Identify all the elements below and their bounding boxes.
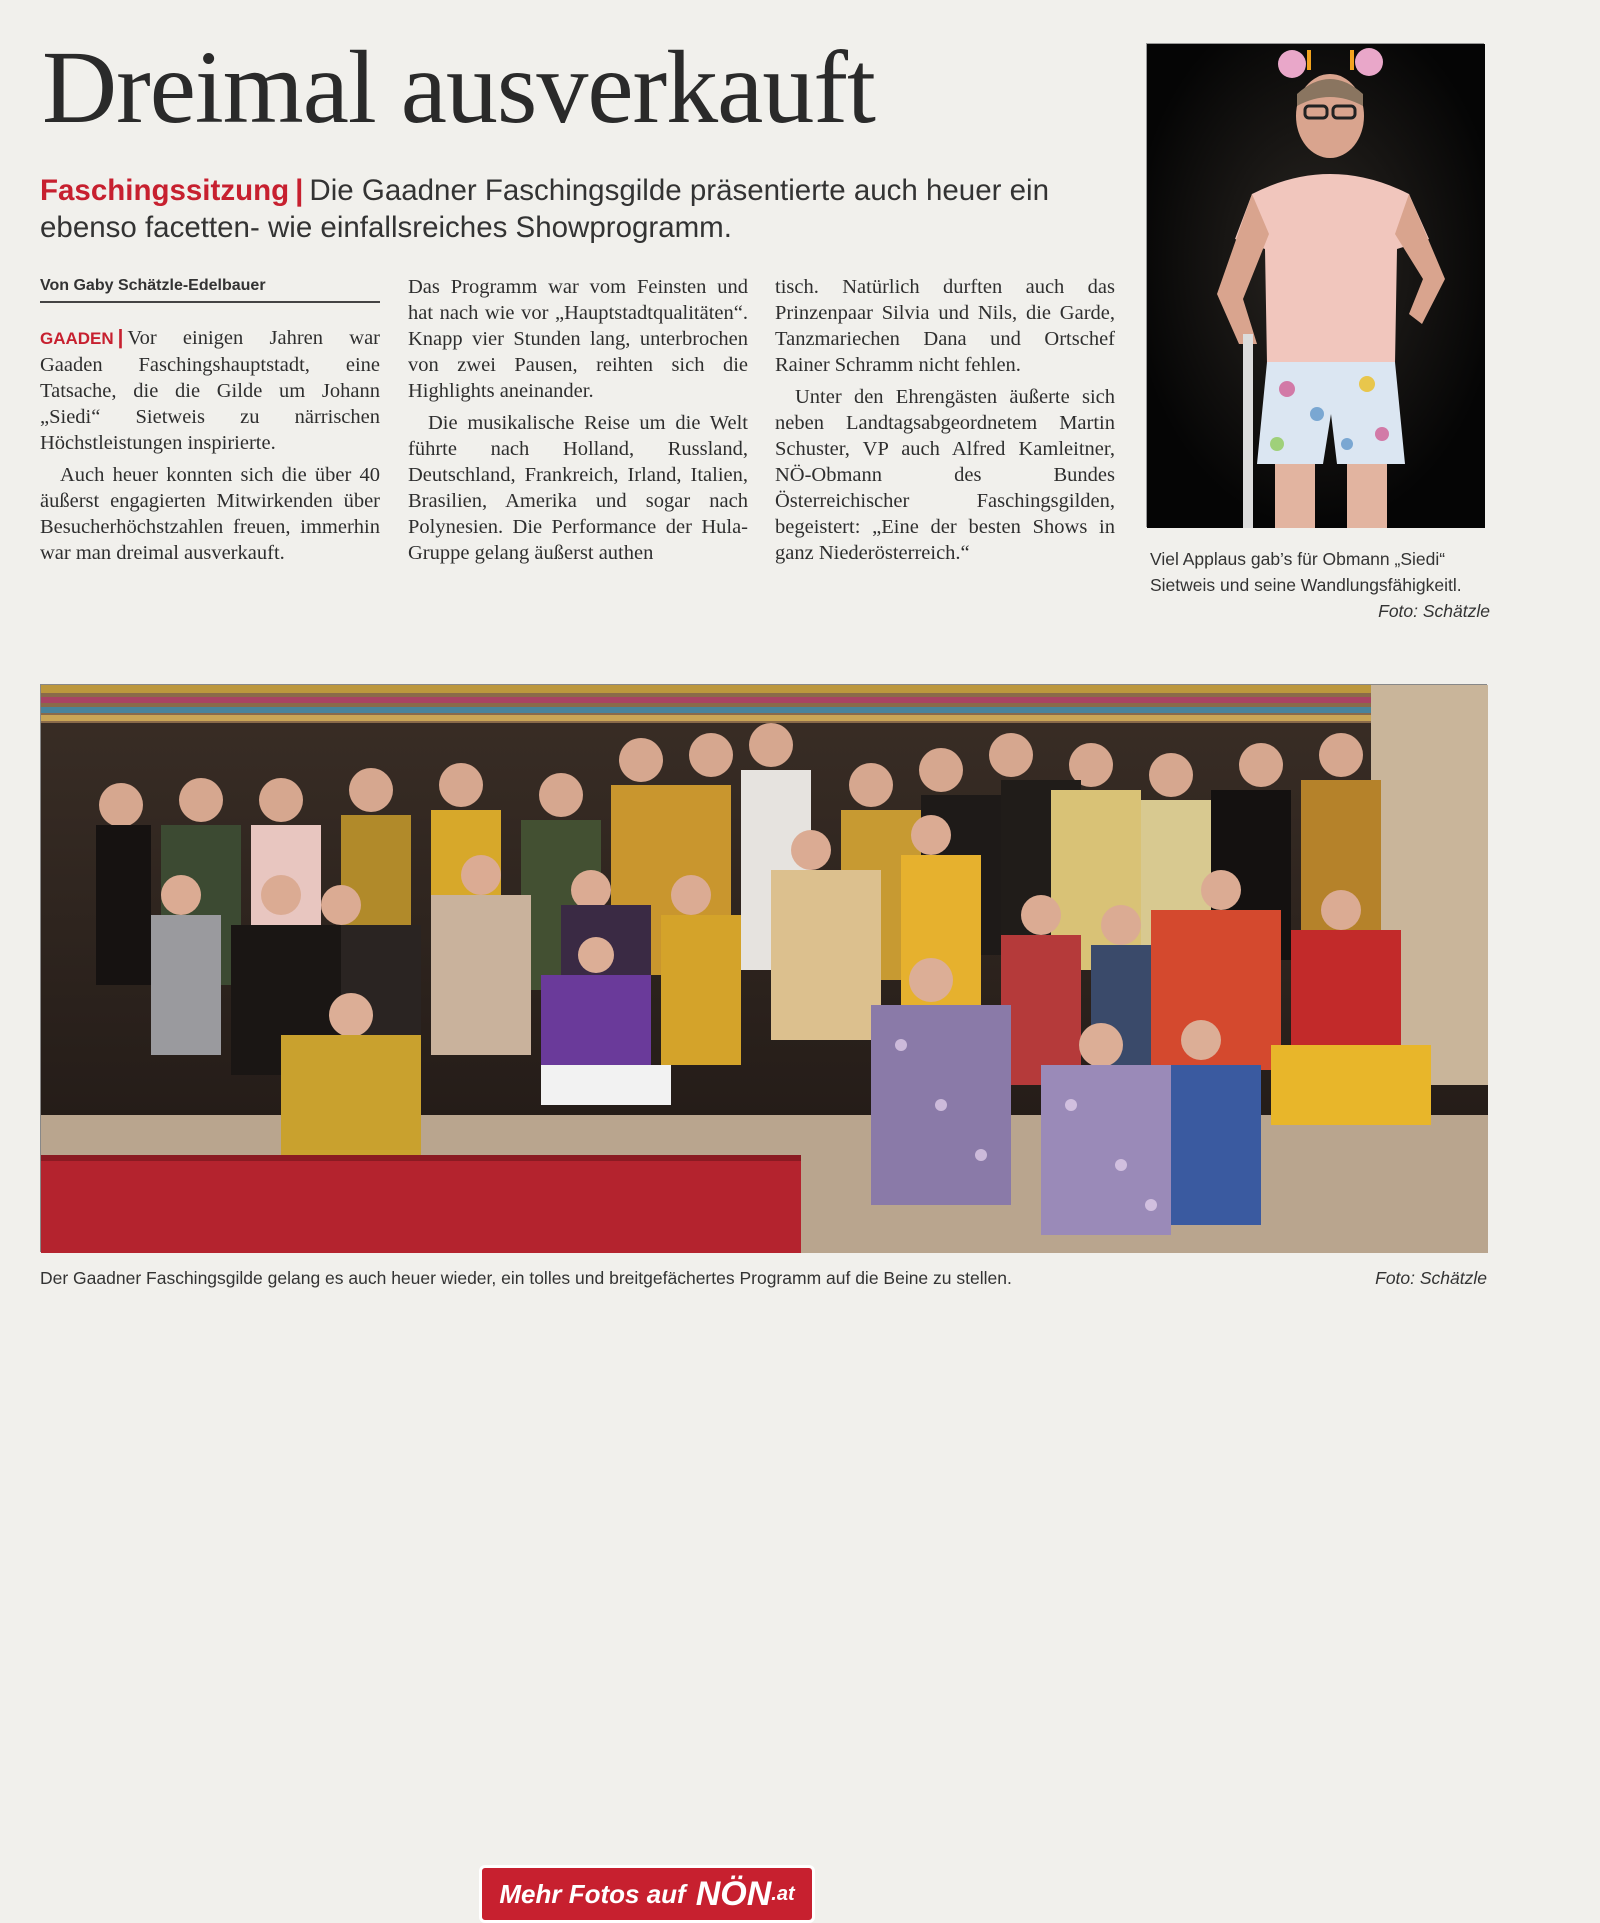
headline: Dreimal ausverkauft	[42, 30, 875, 145]
banner-text: Mehr Fotos auf	[499, 1878, 686, 1909]
paragraph	[40, 325, 380, 456]
portrait-photo-credit: Foto: Schätzle	[1378, 601, 1490, 621]
article-column-1	[40, 325, 380, 572]
paragraph: Unter den Ehrengästen äußerte sich neben Landtagsabgeordnetem Martin Schuster, VP auch Alfred Kamleitner, NÖ-Obmann des Bundes Österreichischer Faschingsgilden, begeistert: „Eine der besten Shows in ganz Niederösterreich.“	[775, 386, 1115, 564]
group-photo-image	[41, 685, 1488, 1253]
more-photos-banner[interactable]	[479, 1865, 815, 1923]
paragraph: tisch. Natürlich durften auch das Prinzenpaar Silvia und Nils, die Garde, Tanzmariechen Dana und Ortschef Rainer Schramm nicht fehlen.	[775, 276, 1115, 376]
paragraph-text: Vor einigen Jahren war Gaaden Faschingshauptstadt, eine Tatsache, die die Gilde um Johann „Siedi“ Sietweis zu närrischen Höchstleistungen inspirierte.	[40, 327, 380, 454]
article-column-3	[775, 274, 1115, 572]
portrait-caption	[1150, 546, 1490, 624]
group-photo-credit: Foto: Schätzle	[1375, 1268, 1487, 1288]
article-column-2	[408, 274, 748, 572]
subheadline: Die Gaadner Faschingsgilde präsentierte auch heuer ein ebenso facetten- wie einfallsreiches Showprogramm.	[40, 174, 1049, 244]
dateline-location: GAADEN	[40, 329, 114, 348]
paragraph: Die musikalische Reise um die Welt führte nach Holland, Russland, Deutschland, Frankreich, Irland, Italien, Brasilien, Amerika und sogar nach Polynesien. Die Performance der Hula-Gruppe gelang äußerst authen	[408, 412, 748, 564]
kicker: Faschingssitzung	[40, 174, 290, 207]
subheadline-block	[40, 172, 1050, 246]
group-photo-caption-text: Der Gaadner Faschingsgilde gelang es auch heuer wieder, ein tolles und breitgefächertes Programm auf die Beine zu stellen.	[40, 1268, 1012, 1288]
byline: Von Gaby Schätzle-Edelbauer	[40, 277, 380, 303]
group-photo-caption	[40, 1268, 1487, 1289]
portrait-caption-text: Viel Applaus gab’s für Obmann „Siedi“ Sietweis und seine Wandlungsfähigkeitl.	[1150, 549, 1462, 595]
paragraph: Auch heuer konnten sich die über 40 äußerst engagierten Mitwirkenden über Besucherhöchstzahlen freuen, immerhin war man dreimal ausverkauft.	[40, 464, 380, 564]
paragraph: Das Programm war vom Feinsten und hat nach wie vor „Hauptstadtqualitäten“. Knapp vier Stunden lang, unterbrochen von zwei Pausen, reihten sich die Highlights aneinander.	[408, 276, 748, 402]
dateline-separator: |	[117, 326, 124, 349]
kicker-separator: |	[295, 174, 304, 207]
portrait-photo-image	[1147, 44, 1485, 528]
banner-brand-tld: .at	[771, 1882, 795, 1905]
portrait-photo	[1146, 43, 1484, 527]
banner-brand-logo: NÖN	[695, 1874, 772, 1913]
